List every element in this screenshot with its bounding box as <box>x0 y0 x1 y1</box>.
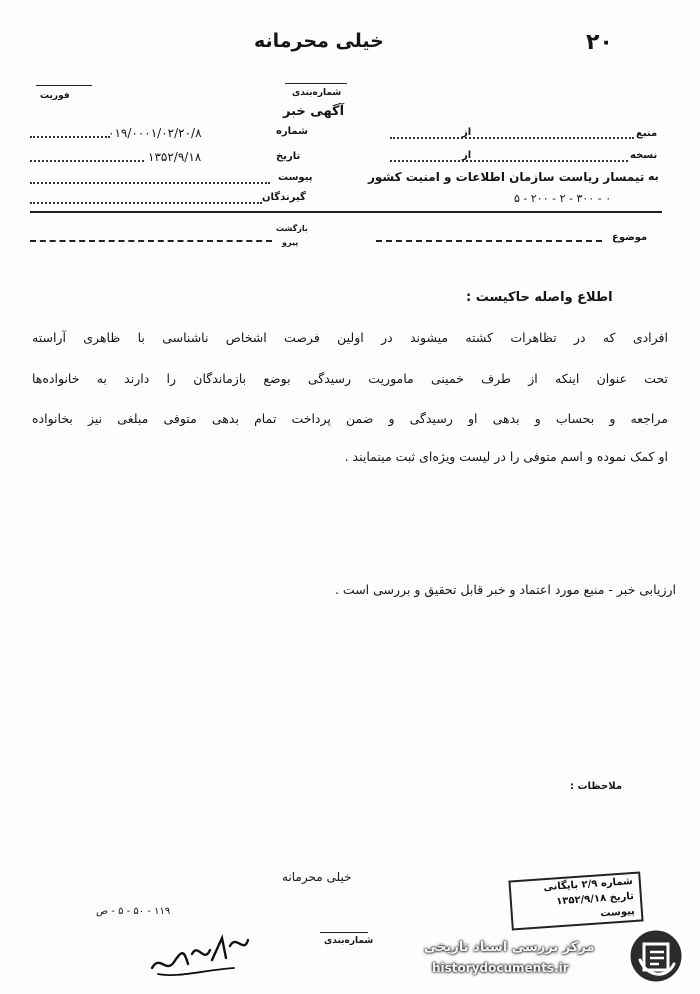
source-leader <box>390 137 634 139</box>
recipients-label: گیرندگان <box>262 192 306 203</box>
ref-label-1: بازگشت <box>276 224 308 233</box>
category-bottom-rule <box>320 932 368 933</box>
evaluation-line: ارزیابی خبر - منبع مورد اعتماد و خبر قابل تحقیق و بررسی است . <box>334 582 676 597</box>
recipient-label: به <box>648 170 659 183</box>
notes-label: ملاحظات : <box>570 781 623 792</box>
from-label-2: از <box>462 150 472 161</box>
category-bottom: شماره‌بندی <box>324 936 374 946</box>
copy-label: نسخه <box>630 150 658 161</box>
date-label: تاریخ <box>276 151 301 162</box>
header-separator <box>30 211 662 213</box>
handwritten-signature <box>148 924 254 982</box>
category-rule <box>285 83 347 84</box>
priority-rule <box>36 85 92 86</box>
body-line-3: مراجعه و بحساب و بدهی او رسیدگی و ضمن پرداخت تمام بدهی متوفی مبلغی نیز بخانواده <box>32 411 668 426</box>
subject-leader-left <box>30 240 272 242</box>
bottom-classification: خیلی محرمانه <box>282 870 352 884</box>
stamp-line-2: تاریخ ۱۳۵۲/۹/۱۸ <box>555 890 635 908</box>
stamp-line-3: پیوست <box>600 905 636 920</box>
from-label-1: از <box>462 127 472 138</box>
source-label: منبع <box>636 128 658 139</box>
number-leader <box>30 136 110 138</box>
date-value: ۱۳۵۲/۹/۱۸ <box>148 150 202 164</box>
archive-stamp <box>508 871 643 930</box>
archive-logo-icon <box>626 926 686 986</box>
attachment-label: پیوست <box>278 172 313 183</box>
category-value: آگهی خبر <box>283 104 345 119</box>
body-line-2: تحت عنوان اینکه از طرف خمینی ماموریت رسیدگی بوضع بازماندگان را دارند به خانواده‌ها <box>32 371 668 386</box>
page-number: ۲۰ <box>586 30 613 55</box>
stamp-line-1: شماره ۲/۹ بایگانی <box>543 876 634 894</box>
watermark-text-en: historydocuments.ir <box>432 961 569 975</box>
number-label: شماره <box>276 126 308 137</box>
body-line-4: او کمک نموده و اسم متوفی را در لیست ویژه‌ای ثبت مینمایند . <box>344 449 668 464</box>
classification-title: خیلی محرمانه <box>254 30 384 52</box>
copy-leader <box>390 160 628 162</box>
recipient-value: تیمسار ریاست سازمان اطلاعات و امنیت کشور <box>368 170 645 184</box>
ref-label-2: پیرو <box>282 238 299 247</box>
salutation: اطلاع واصله حاکیست : <box>466 290 613 305</box>
recipients-leader <box>30 202 262 204</box>
watermark-text-fa: مرکز بررسی اسناد تاریخی <box>424 940 595 955</box>
priority-label: فوریت <box>40 91 70 101</box>
body-line-1: افرادی که در تظاهرات کشته میشوند در اولین فرصت اشخاص ناشناسی با ظاهری آراسته <box>32 330 668 345</box>
code-value: ۰ - ۳۰۰ - ۲ - ۲۰۰ - ۵ <box>514 192 612 205</box>
left-code: ۱۱۹ - ۵۰ - ۵ - ص <box>96 906 171 917</box>
category-label: شماره‌بندی <box>292 88 342 98</box>
subject-leader-right <box>376 240 602 242</box>
attachment-leader <box>30 182 270 184</box>
number-value: ۰۱۹/۰۰۰۱/۰۲/۲۰/۸ <box>108 126 202 140</box>
subject-label: موضوع <box>612 232 648 243</box>
date-leader <box>30 160 144 162</box>
